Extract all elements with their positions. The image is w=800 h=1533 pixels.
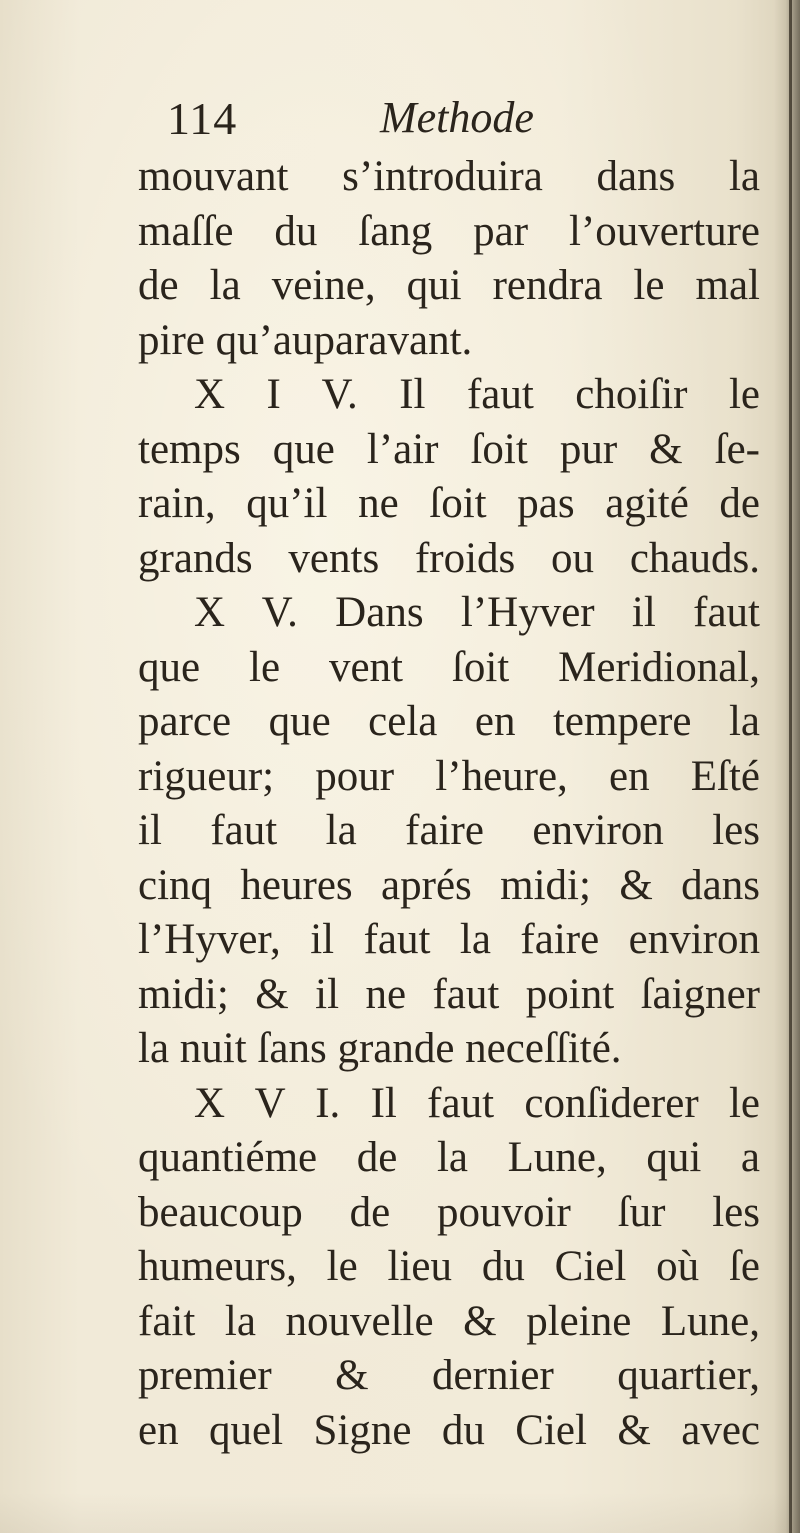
running-title: Methode bbox=[380, 93, 534, 142]
text-line: humeurs, le lieu du Ciel où ſe bbox=[138, 1243, 760, 1290]
text-line: premier & dernier quartier, bbox=[138, 1352, 760, 1399]
text-line: grands vents froids ou chauds. bbox=[138, 534, 760, 582]
text-line: rain, qu’il ne ſoit pas agité de bbox=[138, 480, 760, 527]
text-line: maſſe du ſang par l’ouverture bbox=[138, 207, 760, 255]
page-number: 114 bbox=[167, 93, 238, 144]
text-line: en quel Signe du Ciel & avec bbox=[138, 1406, 760, 1454]
page-header bbox=[0, 92, 800, 152]
page-edge-line bbox=[789, 0, 792, 1533]
text-line: rigueur; pour l’heure, en Eſté bbox=[138, 752, 760, 800]
section-heading-line: X I V. Il faut choiſir le bbox=[194, 371, 760, 418]
text-line: pire qu’auparavant. bbox=[138, 316, 473, 364]
text-line: l’Hyver, il faut la faire environ bbox=[138, 916, 760, 963]
body-text bbox=[138, 150, 760, 1458]
text-line: quantiéme de la Lune, qui a bbox=[138, 1134, 760, 1181]
text-line: temps que l’air ſoit pur & ſe- bbox=[138, 425, 760, 473]
text-line: il faut la faire environ les bbox=[138, 807, 760, 854]
text-line: fait la nouvelle & pleine Lune, bbox=[138, 1297, 760, 1345]
page-bottom-shading bbox=[0, 1493, 800, 1533]
text-line: de la veine, qui rendra le mal bbox=[138, 262, 760, 309]
text-line: cinq heures aprés midi; & dans bbox=[138, 861, 760, 909]
text-line: mouvant s’introduira dans la bbox=[138, 153, 760, 200]
text-line: beaucoup de pouvoir ſur les bbox=[138, 1188, 760, 1236]
section-heading-line: X V I. Il faut conſiderer le bbox=[194, 1079, 760, 1127]
section-heading-line: X V. Dans l’Hyver il faut bbox=[194, 589, 760, 636]
text-line: midi; & il ne faut point ſaigner bbox=[138, 970, 760, 1018]
page-edge-shadow bbox=[774, 0, 800, 1533]
text-line: que le vent ſoit Meridional, bbox=[138, 643, 760, 691]
text-line: la nuit ſans grande neceſſité. bbox=[138, 1025, 622, 1072]
text-line: parce que cela en tempere la bbox=[138, 698, 760, 745]
